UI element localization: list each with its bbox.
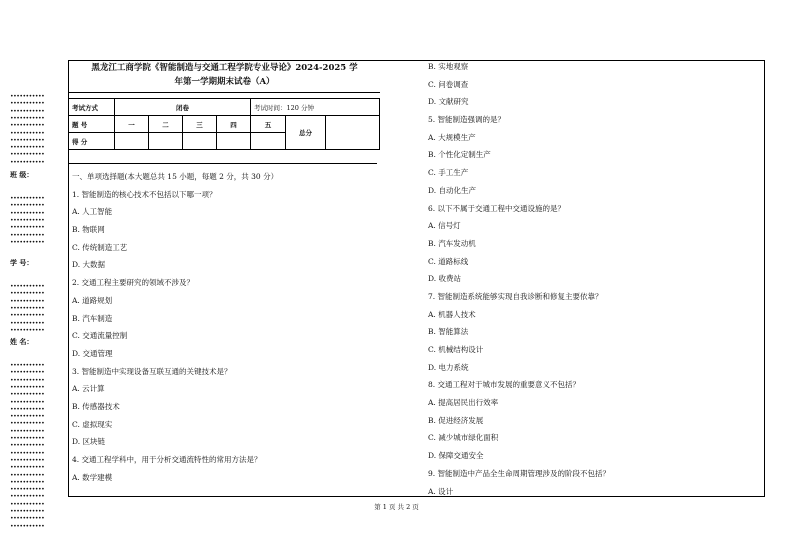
option: A. 人工智能 [72, 207, 113, 217]
option: B. 个性化定制生产 [428, 150, 491, 160]
binding-dots: ••••••••••• [10, 151, 45, 159]
option: A. 设计 [428, 486, 454, 496]
binding-dots: ••••••••••• [10, 224, 45, 232]
binding-dots: ••••••••••• [10, 405, 45, 413]
question: 6. 以下不属于交通工程中交通设施的是？ [428, 203, 566, 213]
class-label: 班 级： [10, 170, 34, 179]
binding-dots: ••••••••••• [10, 398, 45, 406]
binding-dots: ••••••••••• [10, 427, 45, 435]
binding-dots: ••••••••••• [10, 195, 45, 202]
col-2: 二 [149, 116, 183, 133]
option: C. 问卷调查 [428, 79, 469, 89]
option: C. 传统制造工艺 [72, 242, 128, 252]
binding-dots: ••••••••••• [10, 231, 45, 239]
binding-dots: ••••••••••• [10, 216, 45, 224]
title-line-1: 黑龙江工商学院《智能制造与交通工程学院专业导论》2024-2025 学 [91, 63, 358, 73]
option: A. 信号灯 [428, 221, 461, 231]
exam-title [72, 61, 377, 89]
option: A. 数学建模 [72, 472, 113, 482]
question: 1. 智能制造的核心技术不包括以下哪一项？ [72, 189, 217, 199]
name-label: 姓 名： [10, 337, 34, 346]
binding-dots: ••••••••••• [10, 362, 45, 369]
question: 9. 智能制造中产品全生命周期管理涉及的阶段不包括？ [428, 468, 611, 478]
question: 8. 交通工程对于城市发展的重要意义不包括？ [428, 380, 581, 390]
binding-dots: ••••••••••• [10, 508, 45, 515]
option: B. 汽车发动机 [428, 238, 476, 248]
binding-dots: ••••••••••• [10, 522, 45, 530]
exam-mode-label: 考试方式 [69, 99, 115, 116]
option: C. 交通流量控制 [72, 331, 128, 341]
score-label: 得 分 [69, 133, 115, 150]
total-cell [326, 116, 380, 150]
binding-dots: ••••••••••• [10, 290, 45, 298]
binding-dots: ••••••••••• [10, 449, 45, 457]
page-number: 第 1 页 共 2 页 [374, 503, 419, 511]
binding-dots: ••••••••••• [10, 319, 45, 327]
option: D. 大数据 [72, 260, 106, 270]
binding-dots: ••••••••••• [10, 283, 45, 290]
option: D. 区块链 [72, 437, 106, 447]
score-cell [217, 133, 251, 150]
score-cell [251, 133, 286, 150]
question-number-label: 题 号 [69, 116, 115, 133]
left-column [72, 168, 279, 482]
binding-dots: ••••••••••• [10, 202, 45, 210]
binding-dots: ••••••••••• [10, 369, 45, 377]
binding-dots: ••••••••••• [10, 136, 45, 144]
binding-dots: ••••••••••• [10, 122, 45, 130]
score-cell [183, 133, 217, 150]
right-column [428, 58, 611, 496]
option: C. 道路标线 [428, 256, 469, 266]
binding-dots: ••••••••••• [10, 442, 45, 450]
binding-dots: ••••••••••• [10, 500, 45, 508]
option: B. 传感器技术 [72, 401, 120, 411]
binding-dots: ••••••••••• [10, 456, 45, 464]
score-cell [149, 133, 183, 150]
option: C. 机械结构设计 [428, 345, 484, 354]
col-4: 四 [217, 116, 251, 133]
col-5: 五 [251, 116, 286, 133]
score-table [68, 98, 380, 150]
divider [68, 92, 380, 93]
total-label: 总分 [286, 116, 326, 150]
binding-dots: ••••••••••• [10, 435, 45, 442]
binding-dots: ••••••••••• [10, 93, 45, 100]
option: D. 电力系统 [428, 362, 469, 372]
exam-time: 考试时间：120 分钟 [251, 99, 380, 116]
binding-dots: ••••••••••• [10, 420, 45, 428]
question: 2. 交通工程主要研究的领域不涉及？ [72, 278, 195, 288]
title-line-2: 年第一学期期末试卷（A） [174, 77, 275, 87]
col-3: 三 [183, 116, 217, 133]
binding-dots: ••••••••••• [10, 486, 45, 494]
binding-dots: ••••••••••• [10, 312, 45, 320]
divider [68, 163, 377, 164]
option: C. 手工生产 [428, 168, 469, 178]
option: D. 保障交通安全 [428, 451, 484, 461]
binding-dots: ••••••••••• [10, 297, 45, 305]
binding-dots: ••••••••••• [10, 209, 45, 217]
binding-dots: ••••••••••• [10, 478, 45, 486]
binding-dots: ••••••••••• [10, 304, 45, 312]
binding-dots: ••••••••••• [10, 464, 45, 472]
binding-dots: ••••••••••• [10, 493, 45, 501]
question: 7. 智能制造系统能够实现自我诊断和修复主要依靠？ [428, 291, 603, 301]
option: D. 文献研究 [428, 97, 469, 107]
question: 3. 智能制造中实现设备互联互通的关键技术是？ [72, 366, 232, 376]
binding-dots: ••••••••••• [10, 144, 45, 152]
option: D. 收费站 [428, 274, 462, 284]
binding-dots: ••••••••••• [10, 114, 45, 122]
option: B. 实地观察 [428, 62, 469, 71]
binding-dots: ••••••••••• [10, 238, 45, 246]
question: 4. 交通工程学科中，用于分析交通流特性的常用方法是？ [72, 455, 262, 464]
option: C. 减少城市绿化面积 [428, 433, 499, 443]
binding-dots: ••••••••••• [10, 383, 45, 391]
option: B. 促进经济发展 [428, 415, 484, 425]
option: B. 物联网 [72, 225, 105, 235]
binding-dots: ••••••••••• [10, 391, 45, 399]
question: 5. 智能制造强调的是？ [428, 115, 506, 125]
binding-dots: ••••••••••• [10, 376, 45, 384]
option: B. 汽车制造 [72, 313, 113, 323]
option: A. 机器人技术 [428, 309, 476, 319]
binding-dots: ••••••••••• [10, 413, 45, 421]
score-cell [115, 133, 149, 150]
option: D. 自动化生产 [428, 185, 477, 195]
binding-dots: ••••••••••• [10, 326, 45, 334]
option: A. 云计算 [72, 384, 105, 394]
binding-dots: ••••••••••• [10, 129, 45, 137]
student-id-label: 学 号： [10, 258, 34, 267]
binding-dots: ••••••••••• [10, 515, 45, 523]
option: C. 虚拟现实 [72, 419, 113, 429]
option: A. 提高居民出行效率 [428, 398, 499, 408]
binding-dots: ••••••••••• [10, 158, 45, 166]
binding-dots: ••••••••••• [10, 100, 45, 108]
col-1: 一 [115, 116, 149, 133]
section-heading: 一、单项选择题(本大题总共 15 小题，每题 2 分，共 30 分） [72, 172, 279, 181]
binding-dots: ••••••••••• [10, 471, 45, 479]
option: A. 大规模生产 [428, 132, 476, 142]
option: D. 交通管理 [72, 348, 113, 358]
binding-dots: ••••••••••• [10, 107, 45, 115]
option: B. 智能算法 [428, 327, 469, 337]
exam-mode-value: 闭卷 [115, 99, 251, 116]
option: A. 道路规划 [72, 295, 113, 305]
